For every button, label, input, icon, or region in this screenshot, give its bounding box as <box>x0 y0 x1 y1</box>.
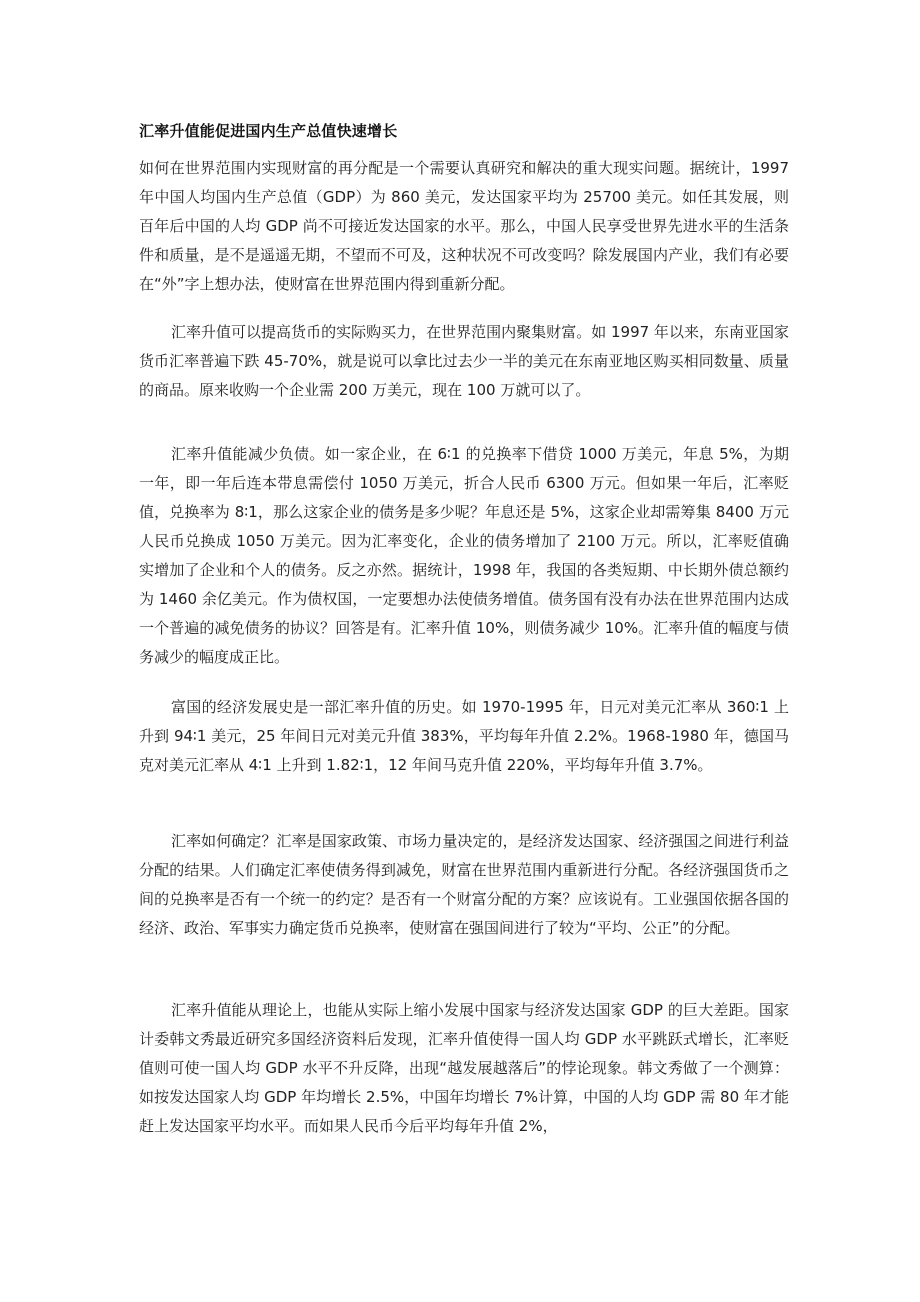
paragraph-history: 富国的经济发展史是一部汇率升值的历史。如 1970-1995 年，日元对美元汇率从 360∶1 上升到 94∶1 美元，25 年间日元对美元升值 383%，平均每年升值 2.2%。1968-1980 年，德国马克对美元汇率从 4∶1 上升到 1.82∶1，12 年间马克升值 220%，平均每年升值 3.7%。 <box>139 698 789 774</box>
paragraph-intro: 如何在世界范围内实现财富的再分配是一个需要认真研究和解决的重大现实问题。据统计，1997 年中国人均国内生产总值（GDP）为 860 美元，发达国家平均为 25700 美元。如任其发展，则百年后中国的人均 GDP 尚不可接近发达国家的水平。那么，中国人民享受世界先进水平的生活条件和质量，是不是遥遥无期，不望而不可及，这种状况不可改变吗？除发展国内产业，我们有必要在“外”字上想办法，使财富在世界范围内得到重新分配。 <box>139 159 789 293</box>
paragraph-gdp-gap: 汇率升值能从理论上，也能从实际上缩小发展中国家与经济发达国家 GDP 的巨大差距。国家计委韩文秀最近研究多国经济资料后发现，汇率升值使得一国人均 GDP 水平跳跃式增长，汇率贬值则可使一国人均 GDP 水平不升反降，出现“越发展越落后”的悖论现象。韩文秀做了一个测算：如按发达国家人均 GDP 年均增长 2.5%，中国年均增长 7%计算，中国的人均 GDP 需 80 年才能赶上发达国家平均水平。而如果人民币今后平均每年升值 2%， <box>139 1001 789 1135</box>
document-title: 汇率升值能促进国内生产总值快速增长 <box>139 122 398 140</box>
paragraph-rate-determination: 汇率如何确定？汇率是国家政策、市场力量决定的，是经济发达国家、经济强国之间进行利益分配的结果。人们确定汇率使债务得到减免，财富在世界范围内重新进行分配。各经济强国货币之间的兑换率是否有一个统一的约定？是否有一个财富分配的方案？应该说有。工业强国依据各国的经济、政治、军事实力确定货币兑换率，使财富在强国间进行了较为“平均、公正”的分配。 <box>139 832 789 937</box>
paragraph-purchasing-power: 汇率升值可以提高货币的实际购买力，在世界范围内聚集财富。如 1997 年以来，东南亚国家货币汇率普遍下跌 45-70%，就是说可以拿比过去少一半的美元在东南亚地区购买相同数量、质量的商品。原来收购一个企业需 200 万美元，现在 100 万就可以了。 <box>139 323 789 399</box>
paragraph-debt-reduction: 汇率升值能减少负债。如一家企业，在 6∶1 的兑换率下借贷 1000 万美元，年息 5%，为期一年，即一年后连本带息需偿付 1050 万美元，折合人民币 6300 万元。但如果一年后，汇率贬值，兑换率为 8∶1，那么这家企业的债务是多少呢？年息还是 5%，这家企业却需筹集 8400 万元人民币兑换成 1050 万美元。因为汇率变化，企业的债务增加了 2100 万元。所以，汇率贬值确实增加了企业和个人的债务。反之亦然。据统计，1998 年，我国的各类短期、中长期外债总额约为 1460 余亿美元。作为债权国，一定要想办法使债务增值。债务国有没有办法在世界范围内达成一个普遍的减免债务的协议？回答是有。汇率升值 10%，则债务减少 10%。汇率升值的幅度与债务减少的幅度成正比。 <box>139 445 789 666</box>
